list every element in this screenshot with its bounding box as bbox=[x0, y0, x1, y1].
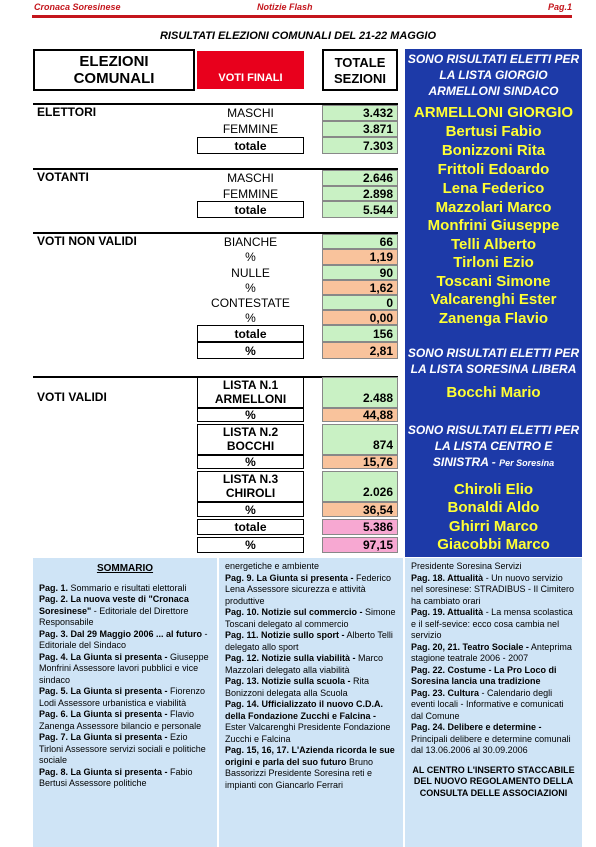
elected-name-4: Frittoli Edoardo bbox=[437, 161, 550, 178]
validi-totale-value: 5.386 bbox=[322, 519, 398, 535]
non-validi-totale-value: 156 bbox=[322, 325, 398, 342]
elected-name-bonaldi: Bonaldi Aldo bbox=[447, 499, 540, 516]
sommario-entry: Pag. 12. Notizie sulla viabilità - Marco Mazzolari delegato alla viabilità bbox=[225, 653, 384, 675]
lista-3-pct-value: 36,54 bbox=[322, 502, 398, 517]
nulle-pct-value: 1,62 bbox=[322, 280, 398, 295]
table-title-line1: ELEZIONI bbox=[79, 53, 149, 70]
sommario-entry: Pag. 24. Delibere e determine - Principali delibere e determine comunali dal 13.06.2006 al 30.09.2006 bbox=[411, 722, 571, 755]
lista-2-name: BOCCHI bbox=[226, 439, 275, 453]
lista-3-name: CHIROLI bbox=[225, 486, 276, 500]
sommario-entry: Pag. 4. La Giunta si presenta - Giuseppe Monfrini Assessore lavori pubblici e vice sindaco bbox=[39, 651, 209, 685]
bianche-pct-label: % bbox=[245, 250, 256, 264]
publication-name: Cronaca Soresinese bbox=[34, 2, 121, 12]
page-header bbox=[32, 2, 572, 16]
sommario-entry: Pag. 22. Costume - La Pro Loco di Soresina lancia una tradizione bbox=[411, 664, 557, 686]
lista-1-name: ARMELLONI bbox=[214, 392, 287, 406]
non-validi-totale-pct-label: % bbox=[197, 342, 304, 359]
sommario-entry: Pag. 8. La Giunta si presenta - Fabio Bertusi Assessore politiche bbox=[39, 766, 193, 788]
sommario-entry: Pag. 19. Attualità - La mensa scolastica e il self-sevice: ecco cosa cambia nel servizio bbox=[411, 607, 573, 640]
elected-name-5: Lena Federico bbox=[442, 180, 545, 197]
sommario-column-1 bbox=[33, 558, 217, 847]
lista-2-value: 874 bbox=[322, 424, 398, 455]
inserto-notice: AL CENTRO L'INSERTO STACCABILE DEL NUOVO REGOLAMENTO DELLA CONSULTA DELLE ASSOCIAZIONI bbox=[412, 764, 575, 798]
lista-1-value: 2.488 bbox=[322, 377, 398, 408]
votanti-maschi-label: MASCHI bbox=[227, 171, 274, 185]
sommario-entry: Presidente Soresina Servizi bbox=[411, 561, 522, 571]
heading3-line1: SONO RISULTATI ELETTI PER bbox=[407, 423, 580, 437]
nulle-label: NULLE bbox=[231, 265, 270, 280]
elected-name-8: Telli Alberto bbox=[450, 236, 536, 253]
heading3-small: Per Soresina bbox=[499, 458, 555, 468]
elected-name-1: ARMELLONI GIORGIO bbox=[413, 104, 574, 121]
contestate-pct-value: 0,00 bbox=[322, 310, 398, 325]
lista-2-box bbox=[197, 424, 304, 455]
lista-3-value: 2.026 bbox=[322, 471, 398, 502]
heading1-line1: SONO RISULTATI ELETTI PER bbox=[407, 52, 580, 66]
sommario-entry: Pag. 3. Dal 29 Maggio 2006 ... al futuro - Editoriale del Sindaco bbox=[39, 628, 208, 650]
heading1-line2: LA LISTA GIORGIO bbox=[439, 68, 548, 82]
heading3-line2: LA LISTA CENTRO E bbox=[434, 439, 553, 453]
validi-totale-label: totale bbox=[197, 519, 304, 535]
elected-name-bocchi: Bocchi Mario bbox=[446, 384, 541, 401]
lista-1-pct-label: % bbox=[197, 408, 304, 422]
elected-name-10: Toscani Simone bbox=[436, 273, 551, 290]
voti-finali-header bbox=[197, 51, 304, 89]
sommario-entry: Pag. 2. La nuova veste di "Cronaca Soresinese" - Editoriale del Direttore Responsabile bbox=[39, 594, 189, 627]
elected-name-3: Bonizzoni Rita bbox=[441, 142, 546, 159]
lista-1-pct-value: 44,88 bbox=[322, 408, 398, 422]
elettori-totale-label: totale bbox=[197, 137, 304, 154]
lista-2-number: LISTA N.2 bbox=[222, 425, 279, 439]
table-title-box bbox=[33, 49, 195, 91]
elected-name-2: Bertusi Fabio bbox=[445, 123, 542, 140]
sommario-entry: Pag. 5. La Giunta si presenta - Fiorenzo Lodi Assessore urbanistica e viabilità bbox=[39, 686, 206, 708]
totale-sezioni-header bbox=[322, 49, 398, 91]
contestate-pct-label: % bbox=[245, 310, 256, 325]
lista-3-number: LISTA N.3 bbox=[222, 472, 279, 486]
elettori-maschi-label: MASCHI bbox=[227, 106, 274, 120]
page-subtitle: RISULTATI ELEZIONI COMUNALI DEL 21-22 MAGGIO bbox=[159, 30, 437, 42]
sommario-entry: Pag. 15, 16, 17. L'Azienda ricorda le sue origini e parla del suo futuro Bruno Bassorizzi Presidente Soresina reti e impianti con Giancarlo Ferrari bbox=[225, 745, 395, 790]
votanti-totale-label: totale bbox=[197, 201, 304, 218]
sommario-title: SOMMARIO bbox=[96, 563, 154, 574]
sommario-column-2 bbox=[219, 558, 403, 847]
voti-finali-label: VOTI FINALI bbox=[218, 72, 283, 84]
bianche-pct-value: 1,19 bbox=[322, 249, 398, 265]
heading2-line2: LA LISTA SORESINA LIBERA bbox=[410, 362, 577, 376]
heading1-line3: ARMELLONI SINDACO bbox=[428, 84, 559, 98]
non-validi-totale-pct-value: 2,81 bbox=[322, 342, 398, 359]
totale-line2: SEZIONI bbox=[333, 71, 386, 86]
sommario-entry: Pag. 20, 21. Teatro Sociale - Anteprima stagione teatrale 2006 - 2007 bbox=[411, 641, 572, 663]
votanti-femmine-value: 2.898 bbox=[322, 186, 398, 201]
table-title-line2: COMUNALI bbox=[73, 70, 155, 87]
bianche-label: BIANCHE bbox=[223, 234, 278, 249]
elettori-label: ELETTORI bbox=[37, 105, 97, 119]
lista-2-pct-value: 15,76 bbox=[322, 455, 398, 469]
sommario-entry: Pag. 11. Notizie sullo sport - Alberto Telli delegato allo sport bbox=[225, 630, 393, 652]
non-validi-totale-label: totale bbox=[197, 325, 304, 342]
page-number: Pag.1 bbox=[547, 2, 572, 12]
elected-name-chiroli: Chiroli Elio bbox=[453, 481, 534, 498]
votanti-label: VOTANTI bbox=[37, 170, 89, 184]
validi-pct-value: 97,15 bbox=[322, 537, 398, 553]
heading3-line3 bbox=[405, 454, 582, 471]
non-validi-label: VOTI NON VALIDI bbox=[37, 234, 137, 248]
contestate-value: 0 bbox=[322, 295, 398, 310]
elettori-femmine-value: 3.871 bbox=[322, 121, 398, 137]
bianche-value: 66 bbox=[322, 234, 398, 249]
lista-3-box bbox=[197, 471, 304, 502]
votanti-maschi-value: 2.646 bbox=[322, 170, 398, 186]
sommario-entry: Pag. 6. La Giunta si presenta - Flavio Zanenga Assessore bilancio e personale bbox=[39, 709, 202, 731]
sommario-entry: Pag. 7. La Giunta si presenta - Ezio Tirloni Assessore servizi sociali e politiche sociale bbox=[39, 732, 206, 765]
sommario-entry: Pag. 9. La Giunta si presenta - Federico Lena Assessore sicurezza e attività produttive bbox=[225, 572, 392, 606]
nulle-value: 90 bbox=[322, 265, 398, 280]
validi-pct-label: % bbox=[197, 537, 304, 553]
heading2-line1: SONO RISULTATI ELETTI PER bbox=[407, 346, 580, 360]
totale-line1: TOTALE bbox=[334, 55, 386, 70]
sommario-entry: Pag. 23. Cultura - Calendario degli eventi locali - Informative e comunicati dal Comune bbox=[411, 687, 564, 721]
elected-name-9: Tirloni Ezio bbox=[453, 254, 534, 271]
elected-name-giacobbi: Giacobbi Marco bbox=[437, 536, 550, 553]
lista-3-pct-label: % bbox=[197, 502, 304, 517]
nulle-pct-label: % bbox=[245, 280, 256, 295]
sommario-entry: energetiche e ambiente bbox=[225, 561, 320, 571]
elettori-femmine-label: FEMMINE bbox=[222, 122, 279, 136]
votanti-totale-value: 5.544 bbox=[322, 201, 398, 218]
sommario-entry: Pag. 18. Attualità - Un nuovo servizio nel soresinese: STRADIBUS - Il Cimitero ha cambiato orari bbox=[411, 572, 575, 606]
elettori-maschi-value: 3.432 bbox=[322, 105, 398, 121]
contestate-label: CONTESTATE bbox=[211, 295, 290, 310]
sommario-entry: Pag. 10. Notizie sul commercio - Simone Toscani delegato al commercio bbox=[225, 607, 396, 629]
elected-name-11: Valcarenghi Ester bbox=[430, 291, 557, 308]
elected-name-12: Zanenga Flavio bbox=[438, 310, 549, 327]
votanti-femmine-label: FEMMINE bbox=[222, 186, 279, 201]
lista-2-pct-label: % bbox=[197, 455, 304, 469]
header-rule bbox=[32, 15, 572, 18]
lista-1-box bbox=[197, 377, 304, 408]
sommario-column-3 bbox=[405, 558, 582, 847]
sommario-entry: Pag. 14. Ufficializzato il nuovo C.D.A. della Fondazione Zucchi e Falcina - Ester Valcarenghi Presidente Fondazione Zucchi e Falcina bbox=[225, 699, 391, 744]
sommario-entry: Pag. 13. Notizie sulla scuola - Rita Bonizzoni delegata alla Scuola bbox=[225, 676, 370, 698]
lista-1-number: LISTA N.1 bbox=[222, 378, 279, 392]
validi-label: VOTI VALIDI bbox=[37, 390, 107, 404]
section-name: Notizie Flash bbox=[257, 2, 313, 12]
elettori-totale-value: 7.303 bbox=[322, 137, 398, 154]
elected-name-6: Mazzolari Marco bbox=[435, 199, 552, 216]
sommario-entry: Pag. 1. Sommario e risultati elettorali bbox=[39, 582, 187, 593]
elected-name-7: Monfrini Giuseppe bbox=[427, 217, 560, 234]
elected-name-ghirri: Ghirri Marco bbox=[448, 518, 539, 535]
heading3-line3-text: SINISTRA - bbox=[432, 455, 500, 469]
